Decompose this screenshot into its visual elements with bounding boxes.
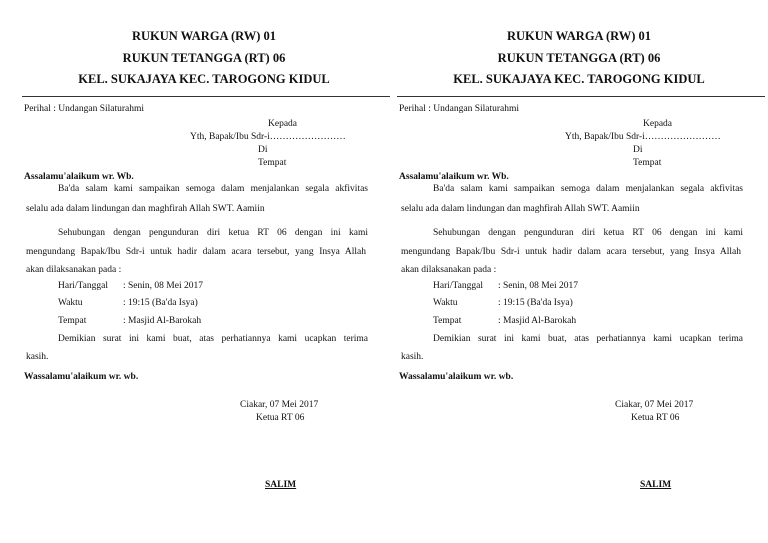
detail-label-date: Hari/Tanggal	[58, 281, 108, 291]
closing-greeting: Wassalamu'alaikum wr. wb.	[24, 372, 139, 382]
perihal-line: Perihal : Undangan Silaturahmi	[24, 104, 145, 114]
closing-greeting: Wassalamu'alaikum wr. wb.	[399, 372, 514, 382]
detail-label-time: Waktu	[433, 298, 458, 308]
perihal-line: Perihal : Undangan Silaturahmi	[399, 104, 520, 114]
opening-greeting: Assalamu'alaikum wr. Wb.	[399, 172, 509, 182]
paragraph-1-line-1: Ba'da salam kami sampaikan semoga dalam menjalankan segala akfivitas	[58, 184, 368, 194]
detail-label-place: Tempat	[433, 316, 462, 326]
header-kelurahan: KEL. SUKAJAYA KEC. TAROGONG KIDUL	[78, 72, 330, 86]
header-rt: RUKUN TETANGGA (RT) 06	[122, 51, 286, 65]
closing-line-2: kasih.	[401, 352, 424, 362]
place-date: Ciakar, 07 Mei 2017	[615, 400, 694, 410]
detail-value-date: : Senin, 08 Mei 2017	[123, 281, 203, 291]
header-kelurahan: KEL. SUKAJAYA KEC. TAROGONG KIDUL	[453, 72, 705, 86]
kepada-label: Kepada	[643, 119, 673, 129]
detail-label-place: Tempat	[58, 316, 87, 326]
detail-value-time: : 19:15 (Ba'da Isya)	[498, 298, 573, 308]
invitation-letter-left	[18, 0, 390, 543]
di-label: Di	[633, 145, 643, 155]
paragraph-1-line-2: selalu ada dalam lindungan dan maghfirah Allah SWT. Aamiin	[26, 204, 265, 214]
paragraph-1-line-2: selalu ada dalam lindungan dan maghfirah Allah SWT. Aamiin	[401, 204, 640, 214]
detail-label-time: Waktu	[58, 298, 83, 308]
signer-role: Ketua RT 06	[631, 413, 680, 423]
signer-role: Ketua RT 06	[256, 413, 305, 423]
opening-greeting: Assalamu'alaikum wr. Wb.	[24, 172, 134, 182]
kepada-label: Kepada	[268, 119, 298, 129]
detail-value-place: : Masjid Al-Barokah	[498, 316, 577, 326]
header-rt: RUKUN TETANGGA (RT) 06	[497, 51, 661, 65]
detail-value-time: : 19:15 (Ba'da Isya)	[123, 298, 198, 308]
signer-name: SALIM	[640, 480, 672, 490]
recipient-line: Yth, Bapak/Ibu Sdr-i……………………	[565, 132, 721, 142]
closing-line-1: Demikian surat ini kami buat, atas perhatiannya kami ucapkan terima	[433, 334, 743, 344]
paragraph-2-line-3: akan dilaksanakan pada :	[26, 265, 122, 275]
paragraph-2-line-3: akan dilaksanakan pada :	[401, 265, 497, 275]
signer-name: SALIM	[265, 480, 297, 490]
paragraph-2-line-2: mengundang Bapak/Ibu Sdr-i untuk hadir dalam acara tersebut, yang Insya Allah	[401, 247, 741, 257]
detail-label-date: Hari/Tanggal	[433, 281, 483, 291]
detail-value-place: : Masjid Al-Barokah	[123, 316, 202, 326]
paragraph-2-line-1: Sehubungan dengan pengunduran diri ketua RT 06 dengan ini kami	[433, 228, 743, 238]
place-date: Ciakar, 07 Mei 2017	[240, 400, 319, 410]
di-label: Di	[258, 145, 268, 155]
paragraph-2-line-1: Sehubungan dengan pengunduran diri ketua RT 06 dengan ini kami	[58, 228, 368, 238]
invitation-letter-right	[393, 0, 765, 543]
closing-line-2: kasih.	[26, 352, 49, 362]
tempat-address-label: Tempat	[633, 158, 662, 168]
header-divider	[397, 96, 765, 97]
recipient-line: Yth, Bapak/Ibu Sdr-i……………………	[190, 132, 346, 142]
closing-line-1: Demikian surat ini kami buat, atas perhatiannya kami ucapkan terima	[58, 334, 368, 344]
paragraph-2-line-2: mengundang Bapak/Ibu Sdr-i untuk hadir dalam acara tersebut, yang Insya Allah	[26, 247, 366, 257]
detail-value-date: : Senin, 08 Mei 2017	[498, 281, 578, 291]
tempat-address-label: Tempat	[258, 158, 287, 168]
paragraph-1-line-1: Ba'da salam kami sampaikan semoga dalam menjalankan segala akfivitas	[433, 184, 743, 194]
header-rw: RUKUN WARGA (RW) 01	[506, 29, 652, 43]
header-divider	[22, 96, 390, 97]
header-rw: RUKUN WARGA (RW) 01	[131, 29, 277, 43]
